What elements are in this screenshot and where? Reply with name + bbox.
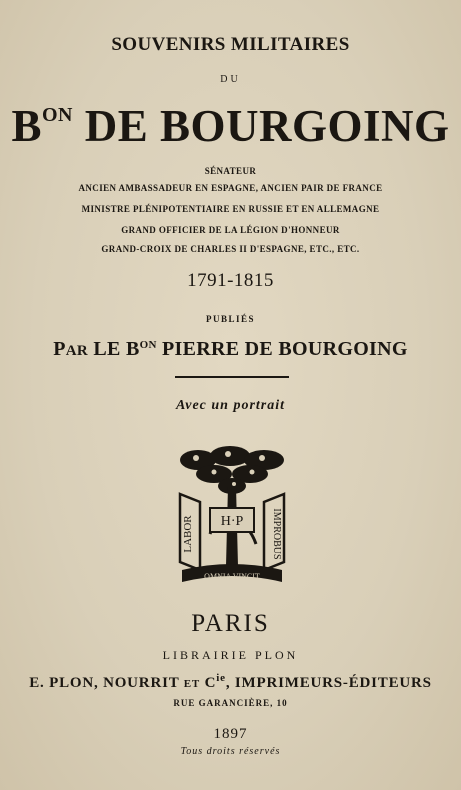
monogram: H·P (220, 514, 244, 529)
publisher-line (0, 672, 461, 692)
editor-line (0, 338, 461, 361)
main-title-prefix: B (11, 101, 42, 151)
main-title-rest: DE BOURGOING (72, 101, 450, 151)
main-title (0, 100, 461, 152)
credential-ambassadeur: ANCIEN AMBASSADEUR EN ESPAGNE, ANCIEN PAIR DE FRANCE (78, 183, 383, 193)
divider-rule (175, 376, 289, 378)
right-motto: IMPROBUS (271, 508, 282, 560)
publisher-cie: C (200, 675, 217, 691)
editor-prefix: P (53, 338, 66, 360)
main-title-sup: ON (41, 104, 73, 126)
editor-sup: ON (139, 339, 157, 351)
publisher-emblem (168, 446, 296, 586)
title-souvenirs-militaires: SOUVENIRS MILITAIRES (111, 34, 350, 55)
city: PARIS (191, 610, 270, 637)
monogram-shield-icon (210, 508, 254, 532)
bottom-motto: OMNIA VINCIT (204, 572, 260, 581)
editor-rest: PIERRE DE BOURGOING (156, 338, 408, 360)
date-range: 1791-1815 (187, 270, 274, 291)
editor-mid: LE B (88, 338, 140, 360)
credential-senateur: SÉNATEUR (204, 166, 257, 176)
credential-legion-honneur: GRAND OFFICIER DE LA LÉGION D'HONNEUR (121, 225, 340, 235)
portrait-note: Avec un portrait (175, 398, 286, 413)
published-label: PUBLIÉS (205, 314, 255, 324)
publisher-cie-sup: ie (216, 672, 226, 684)
publisher-house: LIBRAIRIE PLON (162, 648, 299, 662)
credential-grand-croix: GRAND-CROIX DE CHARLES II D'ESPAGNE, ETC., ETC. (101, 244, 360, 254)
publisher-et: ET (183, 678, 201, 690)
publisher-role: , IMPRIMEURS-ÉDITEURS (225, 675, 432, 691)
publication-year: 1897 (213, 726, 248, 742)
rights-notice: Tous droits réservés (180, 746, 281, 757)
right-scroll (264, 494, 284, 570)
title-du: DU (220, 74, 241, 85)
publisher-names: E. PLON, NOURRIT (29, 675, 184, 691)
street-address: RUE GARANCIÈRE, 10 (173, 698, 288, 708)
left-scroll (180, 494, 200, 570)
editor-prefix-smallcaps: AR (65, 343, 89, 359)
credential-ministre: MINISTRE PLÉNIPOTENTIAIRE EN RUSSIE ET EN ALLEMAGNE (81, 204, 380, 214)
left-motto: LABOR (182, 515, 194, 553)
